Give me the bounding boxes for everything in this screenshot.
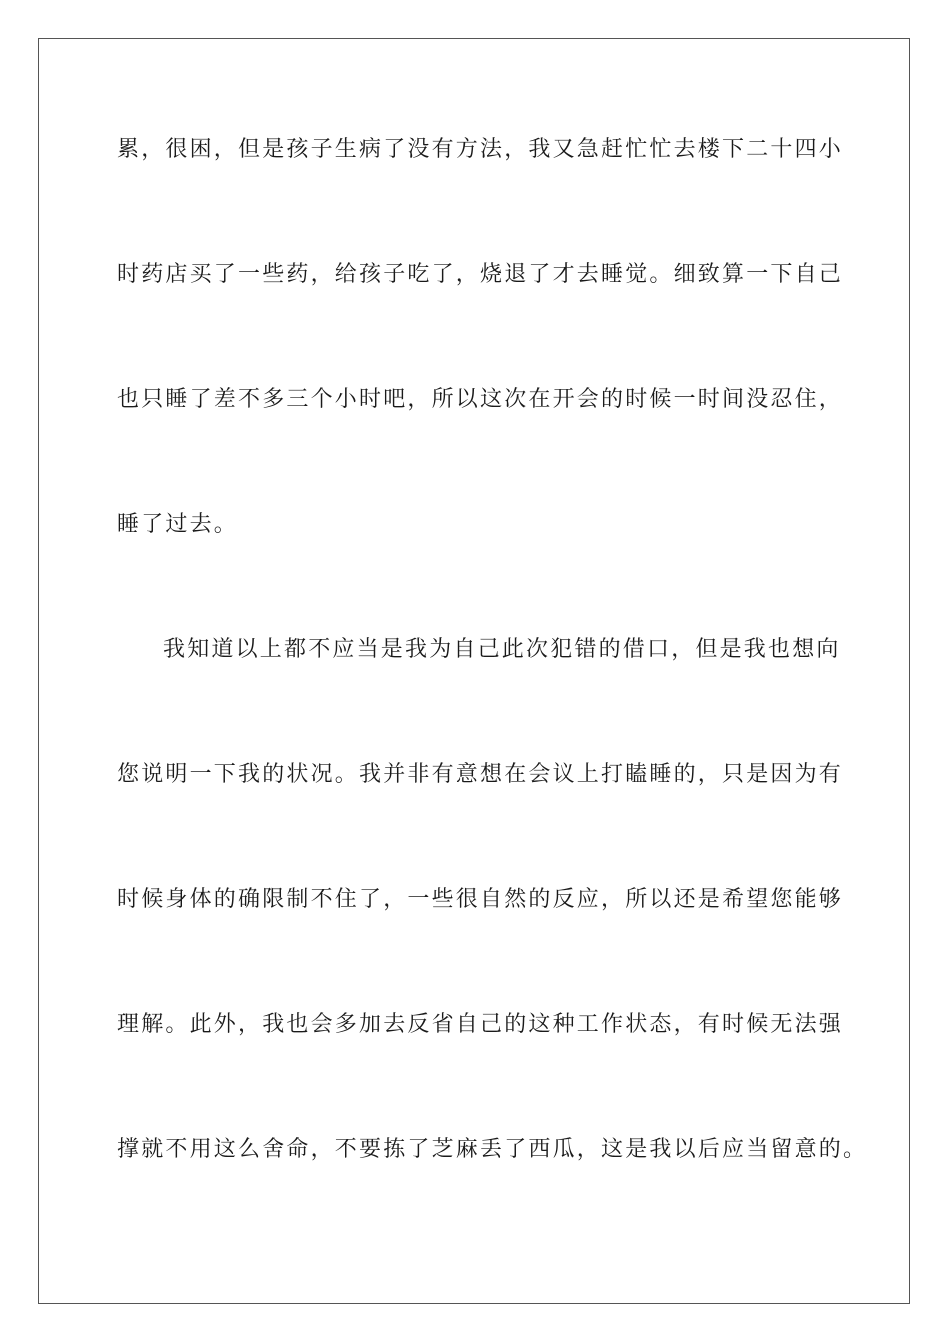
text-line-3: 也只睡了差不多三个小时吧，所以这次在开会的时候一时间没忍住， (117, 387, 844, 412)
page-border (38, 38, 910, 1304)
text-line-8: 理解。此外，我也会多加去反省自己的这种工作状态，有时候无法强 (117, 1012, 844, 1037)
text-line-1: 累，很困，但是孩子生病了没有方法，我又急赶忙忙去楼下二十四小 (117, 137, 844, 162)
text-line-9: 撑就不用这么舍命，不要拣了芝麻丢了西瓜，这是我以后应当留意的。 (117, 1137, 868, 1162)
text-line-7: 时候身体的确限制不住了，一些很自然的反应，所以还是希望您能够 (117, 887, 844, 912)
text-line-5: 我知道以上都不应当是我为自己此次犯错的借口，但是我也想向 (163, 637, 841, 662)
text-line-2: 时药店买了一些药，给孩子吃了，烧退了才去睡觉。细致算一下自己 (117, 262, 844, 287)
text-line-6: 您说明一下我的状况。我并非有意想在会议上打瞌睡的，只是因为有 (117, 762, 844, 787)
text-line-4: 睡了过去。 (117, 512, 239, 537)
